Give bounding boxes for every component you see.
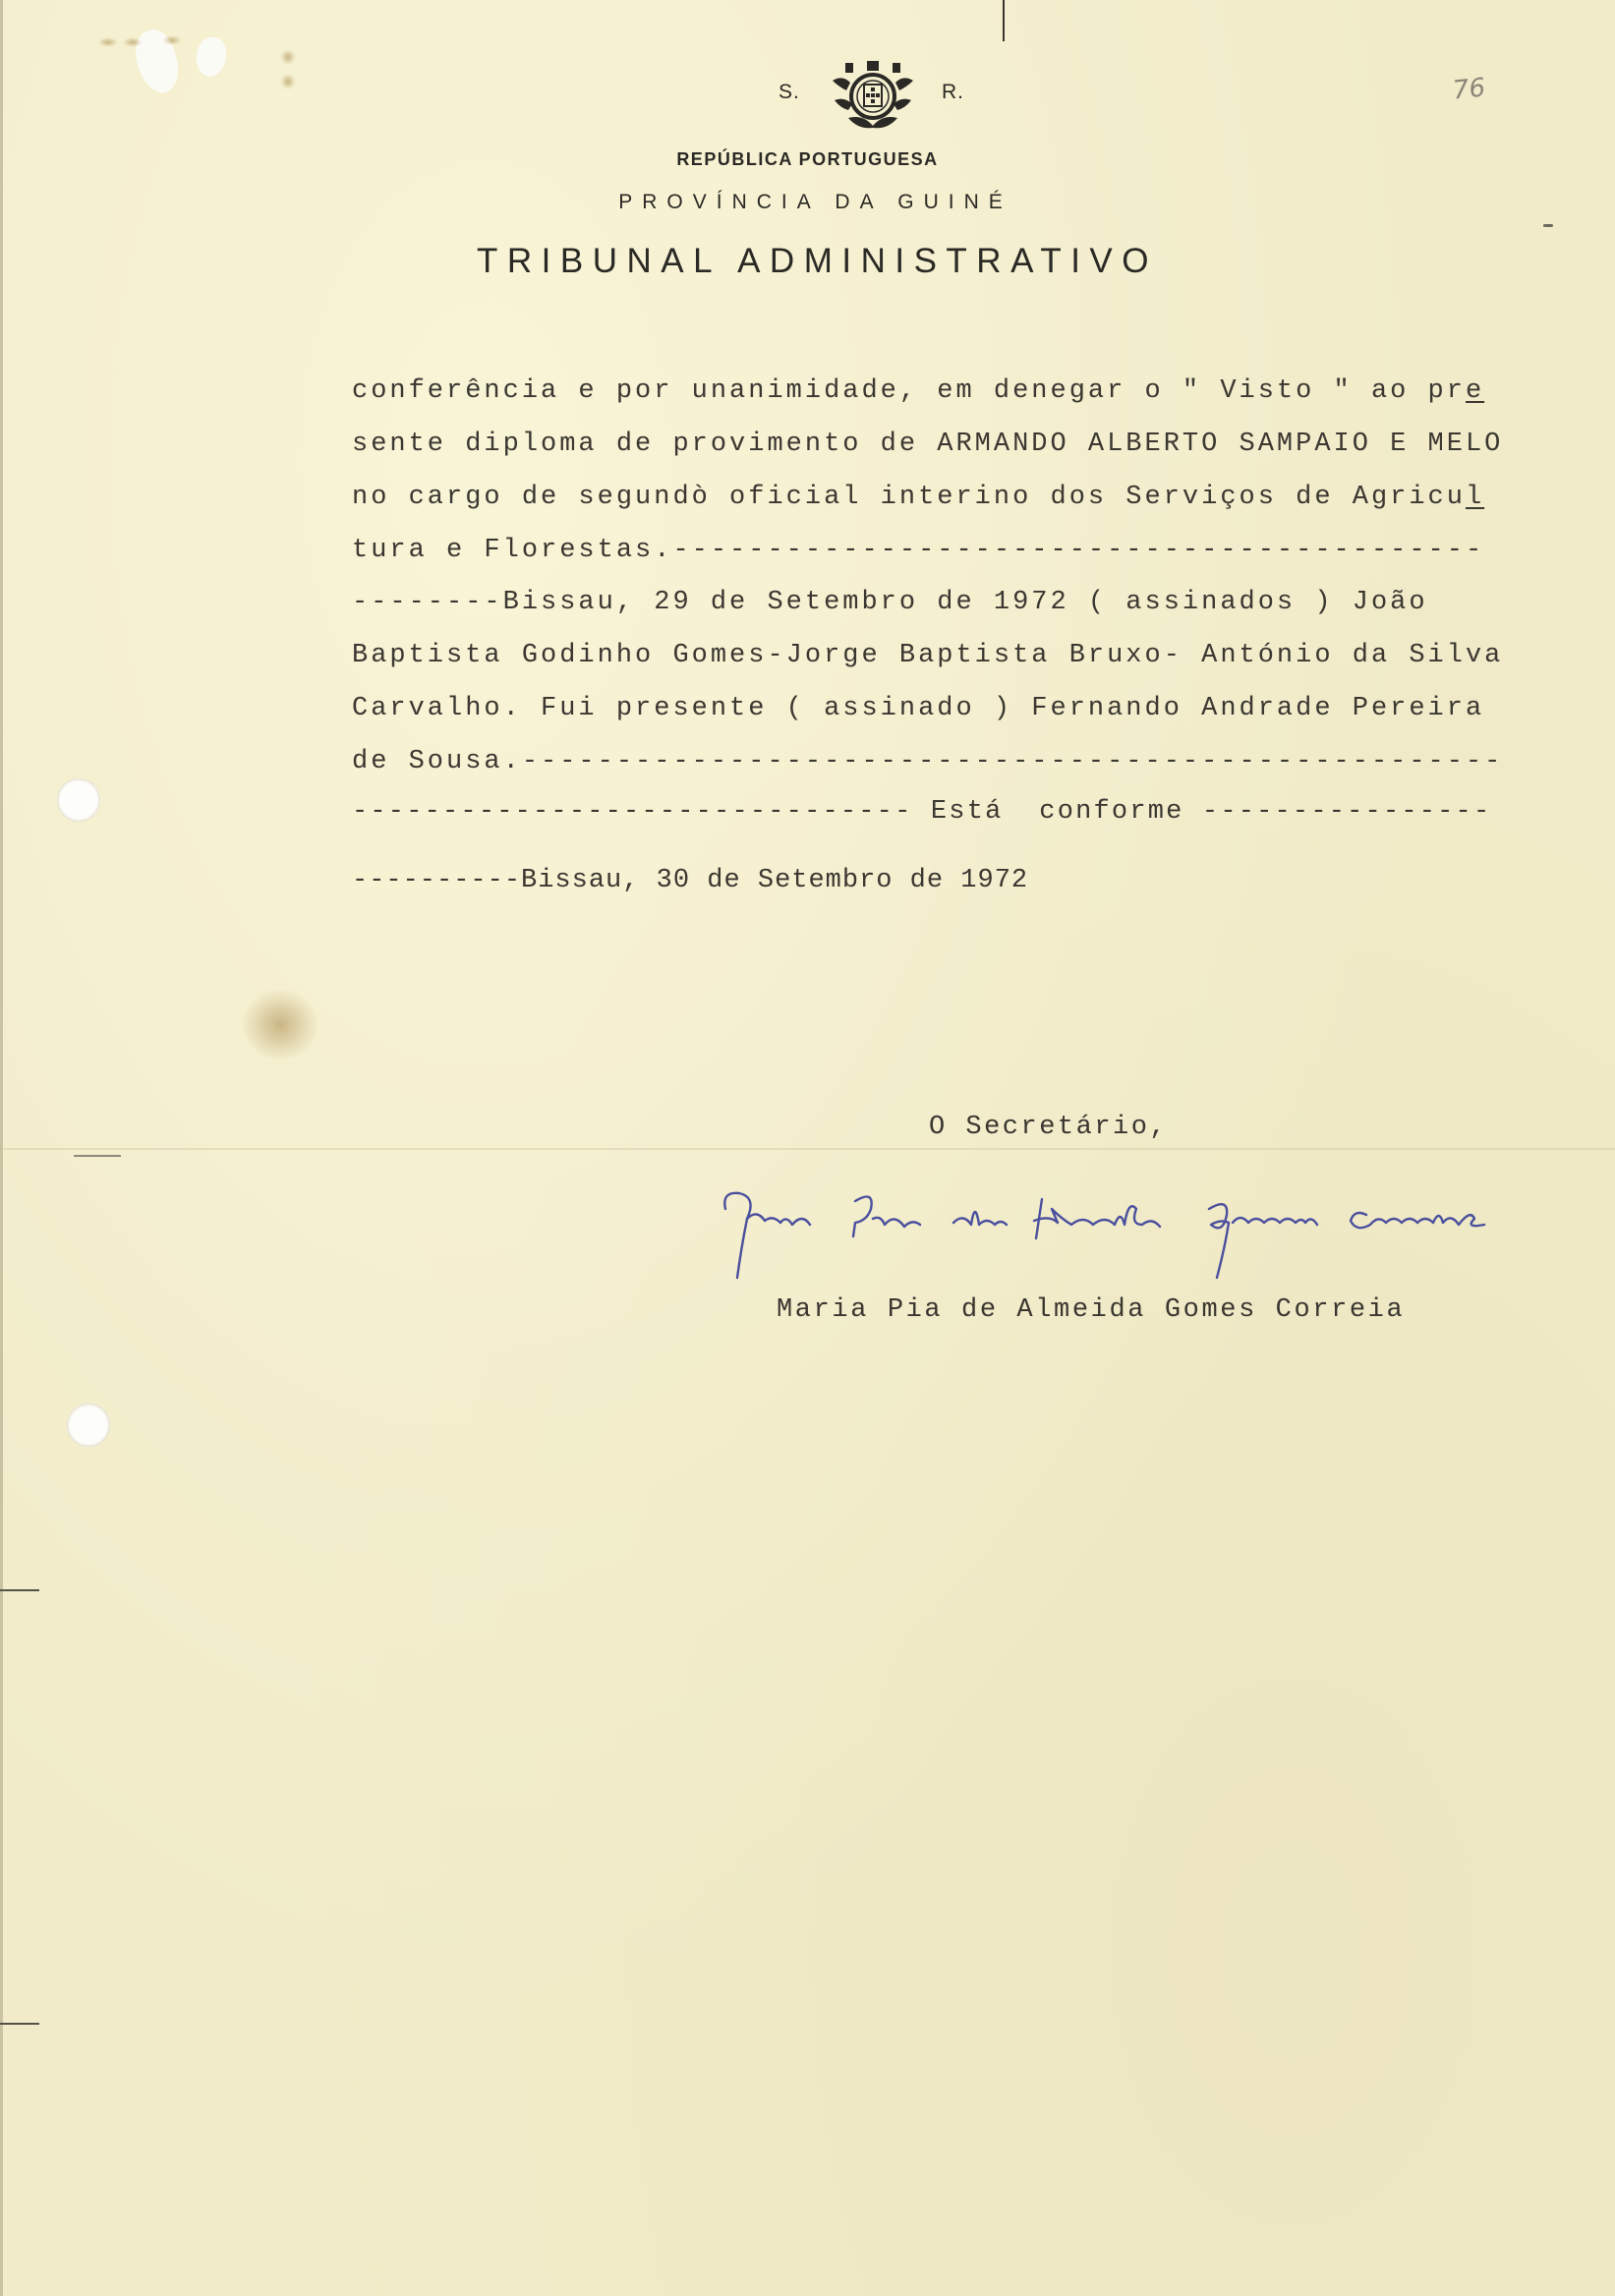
body-line: tura e Florestas.------------------------------------------- (352, 536, 1485, 565)
body-line: de Sousa.---------------------------------------------------- (352, 747, 1504, 776)
handwritten-page-number: 76 (1451, 73, 1487, 106)
rust-spot (98, 37, 118, 47)
body-line-esta-conforme: ------------------------------- Está conforme ---------------- (352, 797, 1492, 827)
paper-fold-line (0, 1148, 1615, 1150)
secretary-title: O Secretário, (929, 1113, 1169, 1142)
tribunal-title: TRIBUNAL ADMINISTRATIVO (477, 242, 1158, 280)
torn-damage (197, 37, 226, 77)
body-line: Baptista Godinho Gomes-Jorge Baptista Bruxo- António da Silva (352, 641, 1504, 670)
body-line: --------Bissau, 29 de Setembro de 1972 ( assinados ) João (352, 588, 1428, 617)
letterhead-r-label: R. (942, 81, 964, 103)
rust-spot (280, 49, 296, 65)
rust-spot (162, 35, 182, 45)
document-body (352, 372, 1504, 895)
rust-spot (280, 74, 296, 89)
water-stain (241, 988, 319, 1062)
top-center-mark (1003, 0, 1005, 41)
signer-name: Maria Pia de Almeida Gomes Correia (777, 1295, 1406, 1325)
margin-tick-mark (74, 1155, 121, 1157)
coat-of-arms-icon (829, 61, 917, 132)
body-line: Carvalho. Fui presente ( assinado ) Fernando Andrade Pereira (352, 694, 1485, 723)
body-line-closing-date: ----------Bissau, 30 de Setembro de 1972 (352, 866, 1029, 895)
punch-hole (57, 778, 100, 822)
body-line: no cargo de segundò oficial interino dos Serviços de Agricul (352, 483, 1485, 512)
punch-hole (67, 1404, 110, 1447)
speck (1543, 224, 1553, 227)
handwritten-signature (718, 1179, 1543, 1288)
provincia-heading: PROVÍNCIA DA GUINÉ (618, 191, 1012, 213)
body-line: sente diploma de provimento de ARMANDO ALBERTO SAMPAIO E MELO (352, 430, 1504, 459)
letterhead-s-label: S. (779, 81, 800, 103)
margin-tick-mark (0, 2023, 39, 2025)
rust-spot (123, 37, 143, 47)
margin-tick-mark (0, 1589, 39, 1591)
republica-heading: REPÚBLICA PORTUGUESA (676, 149, 939, 169)
body-line: conferência e por unanimidade, em denegar o " Visto " ao pre (352, 376, 1485, 406)
